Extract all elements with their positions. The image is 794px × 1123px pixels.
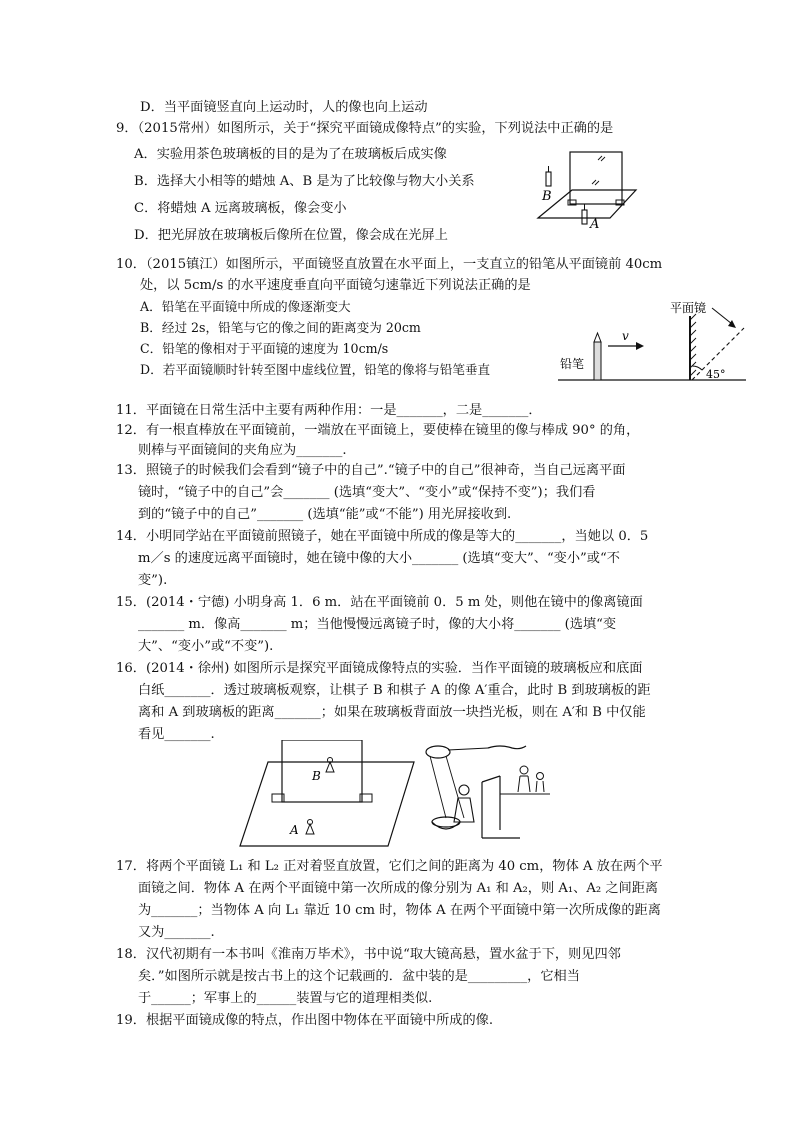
q9-option-b: B．选择大小相等的蜡烛 A、B 是为了比较像与物大小关系 — [134, 174, 475, 189]
q12-line1: 12．有一根直棒放在平面镜前，一端放在平面镜上，要使棒在镜里的像与棒成 90° 的角， — [116, 423, 640, 438]
q18-line1: 18．汉代初期有一本书叫《淮南万毕术》，书中说“取大镜高悬，置水盆于下，则见四邻 — [116, 947, 621, 962]
q10-option-d: D．若平面镜顺时针转至图中虚线位置，铅笔的像将与铅笔垂直 — [140, 362, 491, 377]
q9-figure — [530, 146, 640, 236]
q13-line2: 镜时，“镜子中的自己”会_______ (选填“变大”、“变小”或“保持不变”)；我们看 — [138, 485, 596, 500]
q18-figure — [420, 742, 560, 844]
q10-pencil-label: 铅笔 — [560, 357, 585, 371]
q10-option-b: B．经过 2s，铅笔与它的像之间的距离变为 20cm — [140, 320, 421, 335]
q10-stem-line1: 10．（2015镇江）如图所示，平面镜竖直放置在水平面上，一支直立的铅笔从平面镜前 40cm — [116, 257, 663, 272]
q15-line3: 大”、“变小”或“不变”). — [138, 639, 274, 654]
q17-line4: 又为_______. — [138, 925, 215, 940]
q13-line3: 到的“镜子中的自己”_______ (选填“能”或“不能”) 用光屏接收到. — [138, 507, 512, 522]
q14-line3: 变”). — [138, 573, 168, 588]
q10-option-a: A．铅笔在平面镜中所成的像逐渐变大 — [140, 299, 351, 314]
q9-stem: 9．（2015常州）如图所示，关于“探究平面镜成像特点”的实验，下列说法中正确的是 — [116, 121, 614, 136]
q10-angle-label: 45° — [706, 368, 726, 381]
q10-stem-line2: 处，以 5cm/s 的水平速度垂直向平面镜匀速靠近下列说法正确的是 — [140, 278, 531, 293]
q16-label-a: A — [290, 823, 299, 837]
q9-label-b: B — [542, 189, 552, 204]
q16-figure — [238, 740, 418, 850]
q10-mirror-label: 平面镜 — [670, 301, 707, 315]
q10-figure — [556, 296, 748, 386]
q12-line2: 则棒与平面镜间的夹角应为_______. — [138, 443, 347, 458]
q17-line1: 17．将两个平面镜 L₁ 和 L₂ 正对着竖直放置，它们之间的距离为 40 cm，物体 A 放在两个平 — [116, 859, 663, 874]
q14-line2: m／s 的速度远离平面镜时，她在镜中像的大小_______ (选填“变大”、“变小”或“不 — [138, 551, 620, 566]
q9-option-a: A．实验用茶色玻璃板的目的是为了在玻璃板后成实像 — [134, 147, 447, 162]
q17-line3: 为_______；当物体 A 向 L₁ 靠近 10 cm 时，物体 A 在两个平面镜中第一次所成像的距离 — [138, 903, 661, 918]
q18-line2: 矣．”如图所示就是按古书上的这个记载画的．盆中装的是_________，它相当 — [138, 969, 580, 984]
q11-line1: 11．平面镜在日常生活中主要有两种作用：一是_______，二是_______． — [116, 403, 542, 418]
q16-line4: 看见_______. — [138, 727, 215, 742]
q17-line2: 面镜之间．物体 A 在两个平面镜中第一次所成的像分别为 A₁ 和 A₂，则 A₁、A₂ 之间距离 — [138, 881, 659, 896]
q18-line3: 于______；军事上的______装置与它的道理相类似. — [138, 991, 433, 1006]
q19-line1: 19．根据平面镜成像的特点，作出图中物体在平面镜中所成的像. — [116, 1013, 494, 1028]
q10-velocity-label: v — [622, 329, 629, 343]
q15-line1: 15．(2014・宁德) 小明身高 1．6 m．站在平面镜前 0．5 m 处，则他在镜中的像离镜面 — [116, 595, 643, 610]
q9-option-c: C．将蜡烛 A 远离玻璃板，像会变小 — [134, 201, 347, 216]
q14-line1: 14．小明同学站在平面镜前照镜子，她在平面镜中所成的像是等大的_______，当她以 0．5 — [116, 529, 649, 544]
q16-line2: 白纸_______．透过玻璃板观察，让棋子 B 和棋子 A 的像 A′重合，此时 B 到玻璃板的距 — [138, 683, 651, 698]
q9-option-d: D．把光屏放在玻璃板后像所在位置，像会成在光屏上 — [134, 228, 448, 243]
q16-label-b: B — [312, 769, 321, 783]
q13-line1: 13．照镜子的时候我们会看到“镜子中的自己”.“镜子中的自己”很神奇，当自己远离平面 — [116, 463, 626, 478]
q8-option-d: D．当平面镜竖直向上运动时，人的像也向上运动 — [140, 100, 428, 115]
q15-line2: _______ m．像高_______ m；当他慢慢远离镜子时，像的大小将_______ (选填“变 — [138, 617, 617, 632]
q16-line3: 离和 A 到玻璃板的距离_______；如果在玻璃板背面放一块挡光板，则在 A′和 B 中仅能 — [138, 705, 646, 720]
q10-option-c: C．铅笔的像相对于平面镜的速度为 10cm/s — [140, 341, 389, 356]
q16-line1: 16．(2014・徐州) 如图所示是探究平面镜成像特点的实验．当作平面镜的玻璃板应和底面 — [116, 661, 643, 676]
q9-label-a: A — [590, 217, 600, 232]
